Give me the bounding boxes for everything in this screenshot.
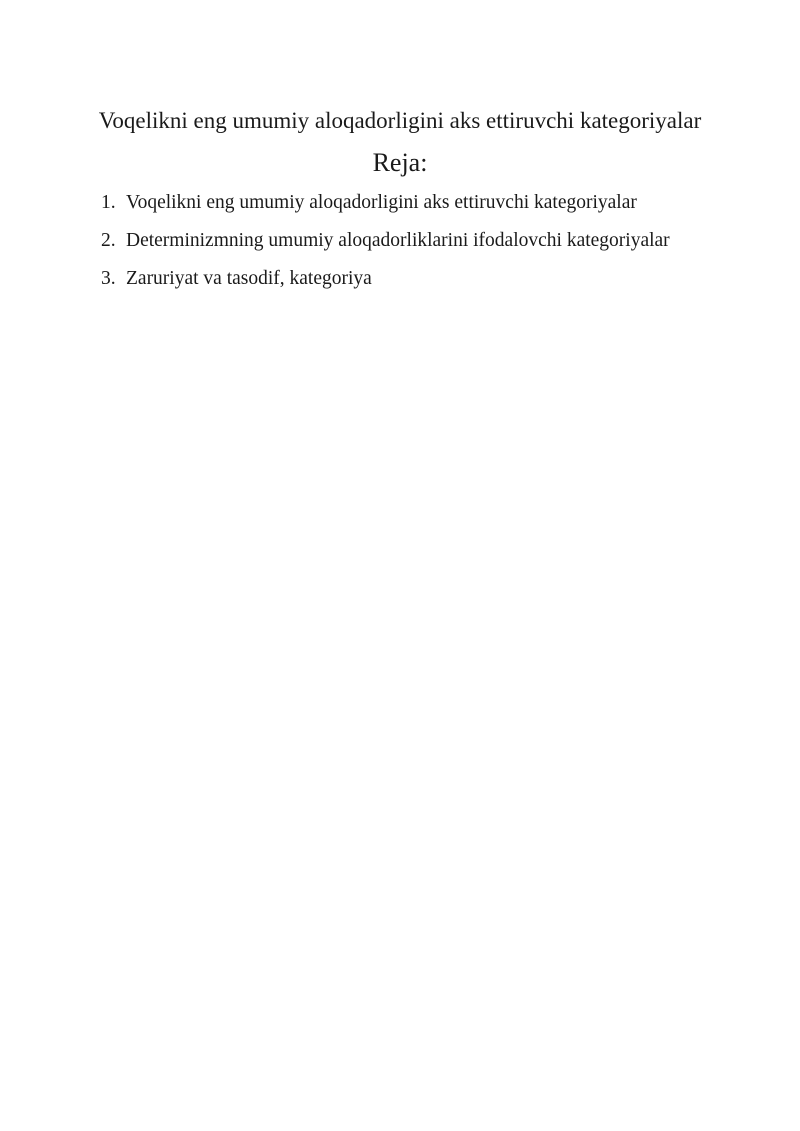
plan-list [101,190,781,304]
plan-item [101,190,781,216]
plan-item-text: Determinizmning umumiy aloqadorliklarini ifodalovchi kategoriyalar [126,230,670,251]
plan-item [101,228,781,254]
plan-item-text: Voqelikni eng umumiy aloqadorligini aks ettiruvchi kategoriyalar [126,192,637,213]
document-title: Voqelikni eng umumiy aloqadorligini aks ettiruvchi kategoriyalar [98,108,702,133]
plan-item-text: Zaruriyat va tasodif, kategoriya [126,268,372,289]
plan-item-number: 1. [101,192,116,213]
plan-item-number: 2. [101,230,116,251]
plan-item-number: 3. [101,268,116,289]
plan-heading: Reja: [372,148,428,177]
plan-item [101,266,781,292]
